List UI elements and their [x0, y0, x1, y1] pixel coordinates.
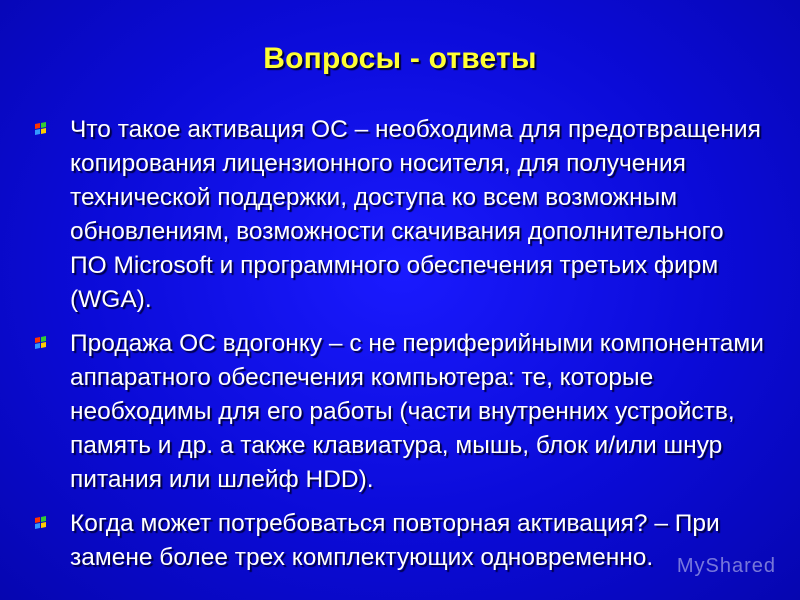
bullet-list: [34, 113, 764, 585]
windows-flag-bullet-icon: [34, 122, 48, 136]
bullet-item: [34, 113, 764, 317]
bullet-item: [34, 507, 764, 575]
windows-flag-bullet-icon: [34, 336, 48, 350]
slide-title: Вопросы - ответы: [263, 42, 537, 75]
bullet-item: [34, 327, 764, 497]
bullet-text: Когда может потребоваться повторная активация? – При замене более трех комплектующих одновременно.: [70, 510, 720, 571]
watermark: MyShared: [676, 555, 776, 577]
windows-flag-bullet-icon: [34, 516, 48, 530]
bullet-text: Продажа ОС вдогонку – с не периферийными компонентами аппаратного обеспечения компьютера: те, которые необходимы для его работы (части внутренних устройств, память и др. а также клавиатура, мышь, блок и/или шнур питания или шлейф HDD).: [70, 330, 764, 493]
bullet-text: Что такое активация ОС – необходима для предотвращения копирования лицензионного носителя, для получения технической поддержки, доступа ко всем возможным обновлениям, возможности скачивания дополнительного ПО Microsoft и программного обеспечения третьих фирм (WGA).: [70, 116, 761, 313]
